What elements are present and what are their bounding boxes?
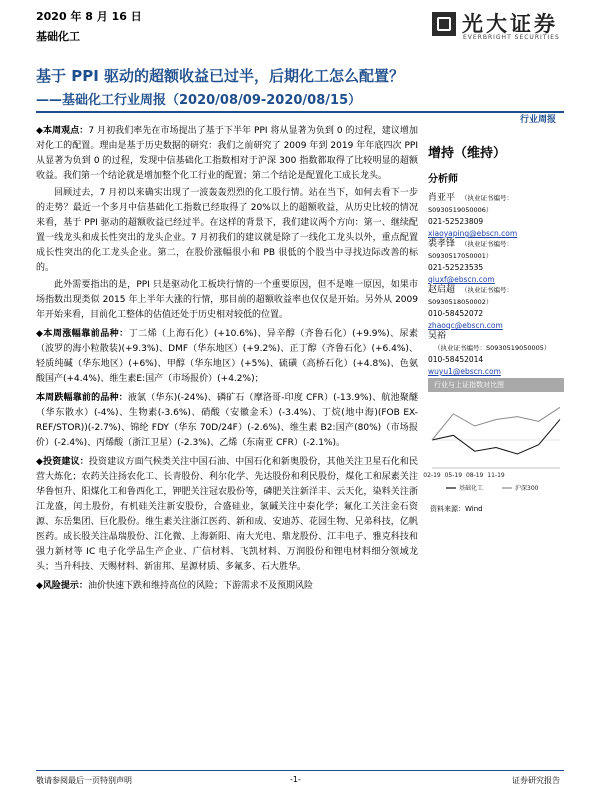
- footer-divider: [36, 770, 564, 771]
- paragraph-up: [36, 327, 418, 387]
- paragraph-down: [36, 391, 418, 451]
- main-text: [36, 124, 418, 594]
- page-number: -1-: [290, 775, 301, 784]
- bullet-icon: ◆: [36, 581, 43, 591]
- paragraph-text: 油价快速下跌和维持高位的风险；下游需求不及预期风险: [87, 581, 313, 591]
- paragraph-text: 丁二烯（上海石化）(+10.6%)、异辛醇（齐鲁石化）(+9.9%)、尿素（波罗的海小粒散装)(+9.3%)、DMF（华东地区）(+9.2%)、正丁醇（齐鲁石化）(+6.4%)、轻质纯碱（华东地区）(+6%)、甲醇（华东地区）(+5%)、硫磺（高桥石化）(+4.8%)、色氨酸国产(+4.4%)、维生素E:国产（市场报价）(+4.2%)；: [36, 329, 418, 384]
- analyst-cert: （执业证书编号：S0930517050001）: [428, 240, 514, 260]
- header-divider: [36, 111, 564, 113]
- paragraph-investment: [36, 455, 418, 575]
- series-line-0: [432, 419, 560, 454]
- section-label: 本周涨幅靠前品种：: [43, 329, 129, 339]
- analyst-email[interactable]: zhaoqc@ebscn.com: [428, 321, 503, 330]
- analyst-name: 赵启超: [428, 285, 456, 295]
- x-tick-label: 02-19: [423, 472, 441, 479]
- analyst-card: [428, 192, 568, 240]
- analyst-phone: 010-58452072: [428, 309, 484, 318]
- logo-english: EVERBRIGHT SECURITIES: [463, 34, 560, 41]
- series-line-1: [432, 407, 560, 440]
- report-title: 基于 PPI 驱动的超额收益已过半，后期化工怎么配置？: [36, 67, 405, 85]
- section-label: 投资建议：: [43, 457, 89, 467]
- section-label: 本周观点：: [43, 126, 89, 136]
- logo-name: 光大证券: [462, 11, 558, 36]
- analyst-cert: （执业证书编号：S0930519050005）: [434, 344, 551, 352]
- analyst-email[interactable]: xiaoyaping@ebscn.com: [428, 229, 518, 238]
- legend-label: 基础化工: [459, 485, 484, 492]
- paragraph-text: 7 月初我们率先在市场提出了基于下半年 PPI 将从显著为负到 0 的过程，建议增加对化工的配置。理由是基于历史数据的研究：我们之前研究了 2009 年到 2019 年年底四次 PPI 从显著为负到 0 的过程，发现中信基础化工指数相对于沪深 300 指数都取得了比较明显的超额收益。我们第一个结论就是增加整个化工行业的配置；第二个结论是配置化工成长龙头。: [36, 126, 418, 181]
- analyst-name: 吴裕: [428, 331, 447, 341]
- x-tick-label: 05-19: [444, 472, 463, 479]
- bullet-icon: ◆: [36, 329, 44, 339]
- section-label: 风险提示：: [42, 581, 88, 591]
- analyst-card: [428, 284, 568, 332]
- x-tick-label: 08-19: [465, 472, 484, 479]
- analyst-email[interactable]: qiuxf@ebscn.com: [428, 275, 495, 284]
- analyst-phone: 010-58452014: [428, 355, 484, 364]
- analyst-name: 裘孝锋: [428, 239, 456, 249]
- report-type: 行业周报: [520, 115, 557, 125]
- chart-source: 资料来源：Wind: [430, 505, 483, 513]
- x-tick-label: 11-19: [487, 472, 505, 479]
- logo-mark-icon: [432, 12, 456, 36]
- analyst-phone: 021-52523809: [428, 217, 484, 226]
- report-date: 2020 年 8 月 16 日: [36, 10, 142, 23]
- comparison-chart: [423, 394, 564, 502]
- footer-label: 证券研究报告: [512, 776, 560, 785]
- report-subtitle: ——基础化工行业周报（2020/08/09-2020/08/15）: [36, 93, 362, 108]
- bullet-icon: ◆: [36, 457, 44, 467]
- paragraph-view: [36, 124, 418, 184]
- bullet-icon: ◆: [36, 126, 43, 136]
- paragraph-text: 液氯（华东)(-24%)、磷矿石（摩洛哥-印度 CFR）(-13.9%)、航池聚醚（华东散水）(-4%)、生物素(-3.6%)、硝酸（安徽金禾）(-3.4%)、丁烷(地中海)(FOB EX-REF/STOR))(-2.7%)、锦纶 FDY（华东 70D/24F）(-2.6%)、维生素 B2:国产(80%)（市场报价）(-2.4%)、丙烯酸（浙江卫星）(-2.3%)、乙烯（东南亚 CFR）(-2.1%)。: [36, 393, 418, 448]
- analyst-card: [428, 330, 568, 378]
- paragraph-text: 此外需要指出的是，PPI 只是驱动化工板块行情的一个重要原因，但不是唯一原因，如果市场指数出现类似 2015 年上半年大涨的行情，那目前的超额收益率也仅仅是开始。另外从 2009 年开始来看，目前化工整体的估值还处于历史相对较低的位置。: [36, 280, 418, 320]
- analyst-phone: 021-52523535: [428, 263, 484, 272]
- analyst-cert: （执业证书编号：S0930519050006）: [428, 194, 514, 214]
- analyst-heading: 分析师: [428, 174, 458, 185]
- legend-label: 沪深300: [515, 485, 539, 492]
- rating: 增持（维持）: [428, 146, 507, 161]
- chart-title: 行业与上证指数对比图: [428, 378, 564, 392]
- paragraph-text: 投资建议方面气候类关注中国石油、中国石化和新奥股份，其他关注卫星石化和民营大炼化；农药关注扬农化工、长青股份、利尔化学、先达股份和利民股份，煤化工和尿素关注华鲁恒升、阳煤化工和鲁西化工，钾肥关注冠农股份等，磷肥关注新洋丰、云天化，染料关注浙江龙盛，闰土股份，有机硅关注新安股份，合盛硅业，氯碱关注中泰化学；氟化工关注金石资源、东岳集团、巨化股份。维生素关注浙江医药、新和成、安迪苏、花园生物、兄弟科技，亿帆医药。成长股关注晶瑞股份、江化微、上海新阳、南大光电、鼎龙股份、江丰电子、雅克科技和强力新材等 IC 电子化学品生产企业、广信材料、飞凯材料、万润股份和锂电材料细分领域龙头；当升科技、天赐材料、新宙邦、星源材质、多氟多、石大胜华。: [36, 457, 418, 572]
- footer-disclaimer: 敬请参阅最后一页特别声明: [36, 776, 132, 785]
- analyst-email[interactable]: wuyu1@ebscn.com: [428, 367, 501, 376]
- sector-label: 基础化工: [36, 30, 80, 43]
- section-label: 本周跌幅靠前的品种：: [36, 393, 128, 403]
- paragraph-risk: [36, 579, 418, 594]
- analyst-card: [428, 238, 568, 286]
- analyst-cert: （执业证书编号：S0930518050002）: [428, 286, 514, 306]
- analyst-name: 肖亚平: [428, 193, 456, 203]
- paragraph-text: 回顾过去，7 月初以来确实出现了一波轰轰烈烈的化工股行情。站在当下，如何去看下一步的走势？最近一个多月中信基础化工指数已经取得了 20%以上的超额收益，从历史比较的情况来看，基于 PPI 驱动的超额收益已经过半。在这样的背景下，我们建议两个方向：第一、继续配置一线龙头和成长性突出的龙头企业。7 月初我们的建议就是除了一线化工龙头以外，重点配置成长性突出的化工龙头企业。第二，在股价涨幅很小和 PB 很低的个股当中寻找边际改善的标的。: [36, 188, 418, 273]
